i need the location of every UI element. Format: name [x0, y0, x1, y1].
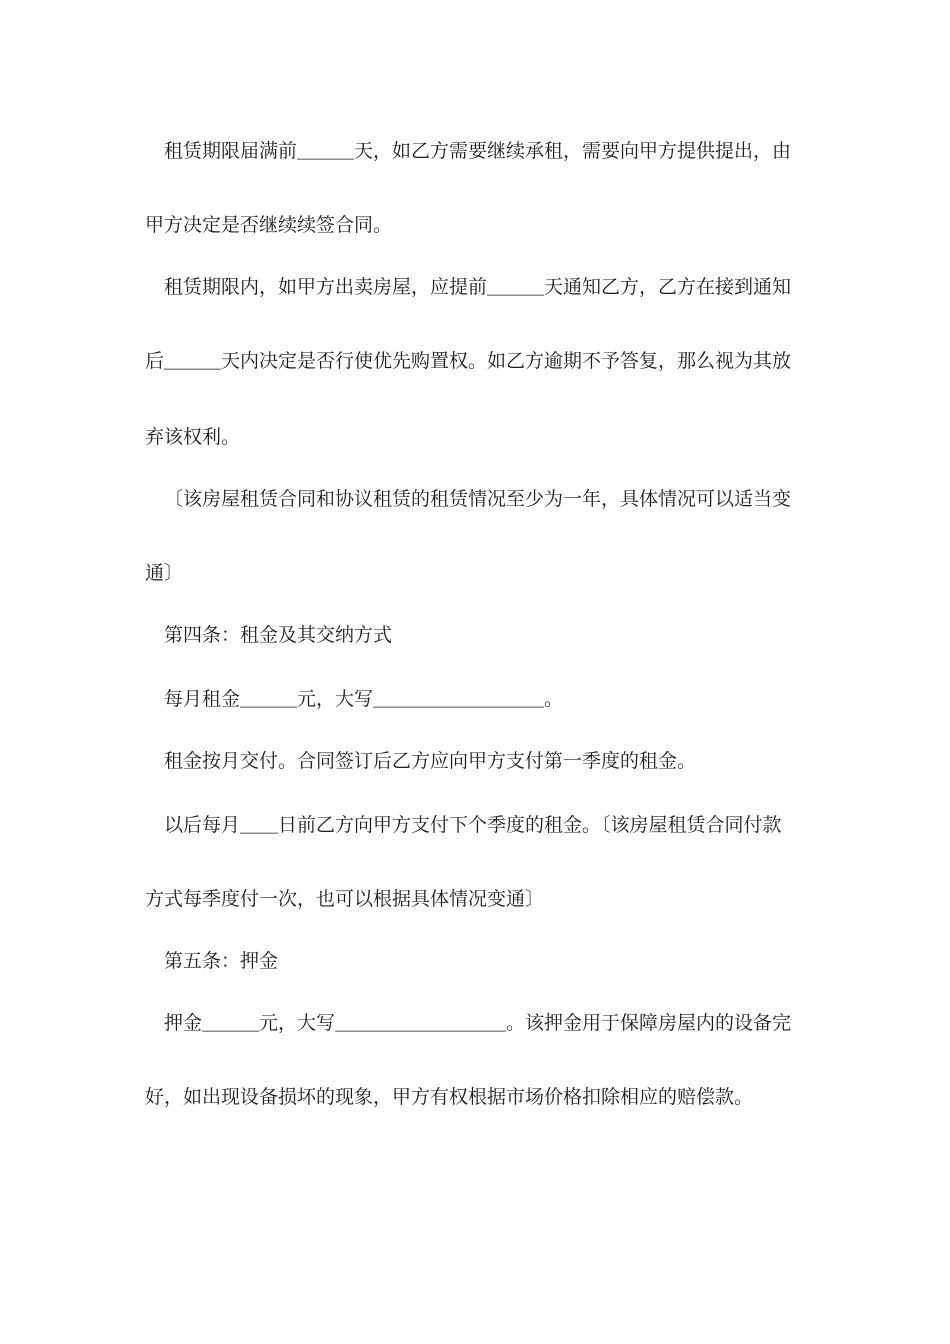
paragraph-line: 好，如出现设备损坏的现象，甲方有权根据市场价格扣除相应的赔偿款。	[145, 1086, 754, 1108]
paragraph-line: 租金按月交付。合同签订后乙方应向甲方支付第一季度的租金。	[164, 750, 697, 772]
paragraph-line: 以后每月＿＿日前乙方向甲方支付下个季度的租金。〔该房屋租赁合同付款	[164, 814, 782, 836]
paragraph-line: 后＿＿＿天内决定是否行使优先购置权。如乙方逾期不予答复，那么视为其放	[145, 350, 792, 372]
section-heading: 第五条：押金	[164, 950, 279, 972]
paragraph-line: 甲方决定是否继续续签合同。	[145, 214, 393, 236]
paragraph-line: 通〕	[145, 562, 184, 584]
paragraph-line: 押金＿＿＿元，大写＿＿＿＿＿＿＿＿＿。该押金用于保障房屋内的设备完	[164, 1012, 792, 1034]
paragraph-line: 每月租金＿＿＿元，大写＿＿＿＿＿＿＿＿＿。	[164, 688, 564, 710]
paragraph-line: 租赁期限届满前＿＿＿天，如乙方需要继续承租，需要向甲方提供提出，由	[164, 140, 792, 162]
section-heading: 第四条：租金及其交纳方式	[164, 624, 393, 646]
paragraph-line: 方式每季度付一次，也可以根据具体情况变通〕	[145, 888, 545, 910]
paragraph-line: 弃该权利。	[145, 426, 241, 448]
paragraph-line: 〔该房屋租赁合同和协议租赁的租赁情况至少为一年，具体情况可以适当变	[164, 488, 792, 510]
paragraph-line: 租赁期限内，如甲方出卖房屋，应提前＿＿＿天通知乙方，乙方在接到通知	[164, 276, 792, 298]
